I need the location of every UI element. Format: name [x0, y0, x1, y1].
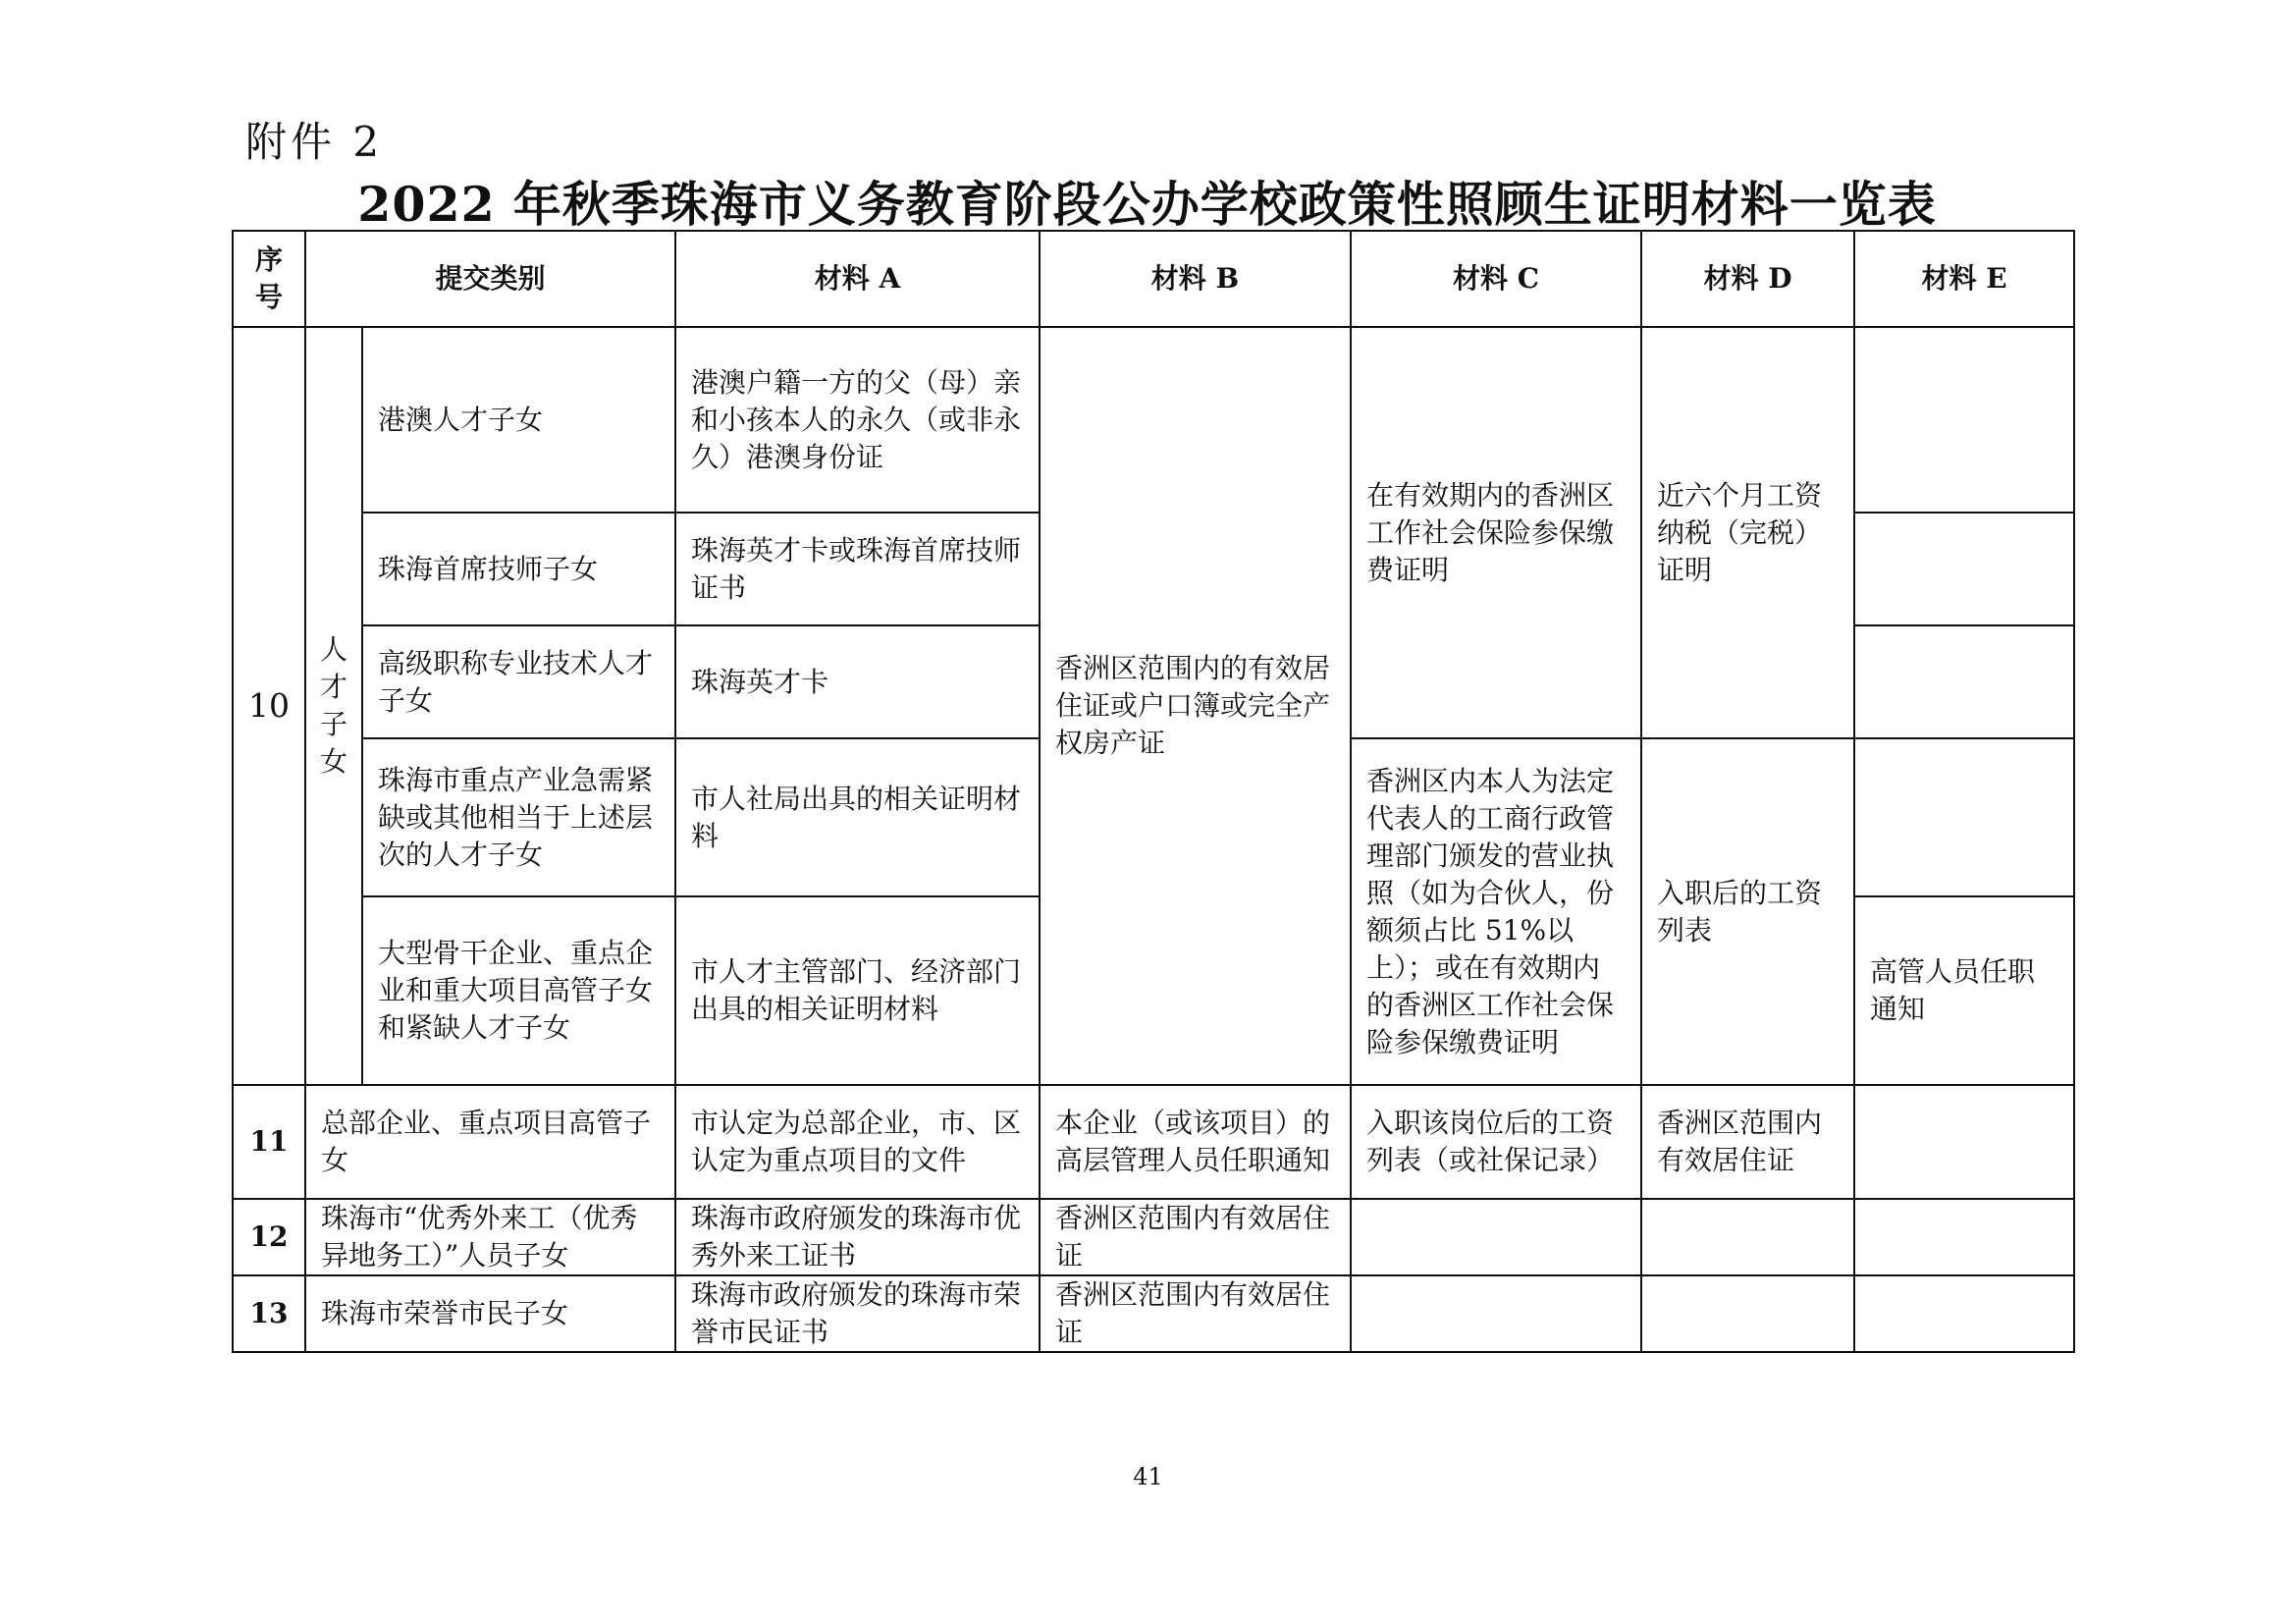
table-row: [233, 1199, 2074, 1275]
material-d-cell: 香洲区范围内有效居住证: [1641, 1085, 1854, 1199]
material-a-cell: 市人社局出具的相关证明材料: [675, 738, 1040, 896]
table-row: [233, 1275, 2074, 1352]
material-c-cell: [1351, 1275, 1641, 1352]
material-e-cell: [1854, 1275, 2074, 1352]
header-row: [233, 231, 2074, 327]
category-cell: 港澳人才子女: [362, 327, 675, 513]
material-c-cell: 入职该岗位后的工资列表（或社保记录）: [1351, 1085, 1641, 1199]
category-cell: 大型骨干企业、重点企业和重大项目高管子女和紧缺人才子女: [362, 896, 675, 1085]
header-material-d: 材料 D: [1641, 231, 1854, 327]
table-row: [233, 1085, 2074, 1199]
material-b-cell: 香洲区范围内有效居住证: [1040, 1275, 1351, 1352]
material-e-cell: [1854, 1085, 2074, 1199]
header-material-a: 材料 A: [675, 231, 1040, 327]
material-e-cell: [1854, 738, 2074, 896]
category-cell: 珠海市“优秀外来工（优秀异地务工）”人员子女: [305, 1199, 675, 1275]
row-number: 11: [233, 1085, 305, 1199]
category-cell: 总部企业、重点项目高管子女: [305, 1085, 675, 1199]
material-d-cell: [1641, 1275, 1854, 1352]
material-a-cell: 市人才主管部门、经济部门出具的相关证明材料: [675, 896, 1040, 1085]
material-b-cell: 本企业（或该项目）的高层管理人员任职通知: [1040, 1085, 1351, 1199]
row-number: 12: [233, 1199, 305, 1275]
material-a-cell: 珠海英才卡或珠海首席技师证书: [675, 513, 1040, 625]
material-e-cell: [1854, 327, 2074, 513]
material-a-cell: 市认定为总部企业，市、区认定为重点项目的文件: [675, 1085, 1040, 1199]
header-material-e: 材料 E: [1854, 231, 2074, 327]
category-cell: 珠海市荣誉市民子女: [305, 1275, 675, 1352]
row-number: 13: [233, 1275, 305, 1352]
materials-table: [232, 230, 2075, 1353]
table-row: [233, 327, 2074, 513]
page-number: 41: [1133, 1463, 1163, 1490]
header-material-c: 材料 C: [1351, 231, 1641, 327]
material-a-cell: 珠海英才卡: [675, 625, 1040, 738]
category-cell: 高级职称专业技术人才子女: [362, 625, 675, 738]
header-material-b: 材料 B: [1040, 231, 1351, 327]
material-a-cell: 港澳户籍一方的父（母）亲和小孩本人的永久（或非永久）港澳身份证: [675, 327, 1040, 513]
material-b-cell: 香洲区范围内有效居住证: [1040, 1199, 1351, 1275]
header-category: 提交类别: [305, 231, 675, 327]
material-d-cell: [1641, 1199, 1854, 1275]
group-label: [305, 327, 362, 1085]
header-seq: [233, 231, 305, 327]
material-b-cell: 香洲区范围内的有效居住证或户口簿或完全产权房产证: [1040, 327, 1351, 1085]
category-cell: 珠海市重点产业急需紧缺或其他相当于上述层次的人才子女: [362, 738, 675, 896]
material-c-cell: [1351, 1199, 1641, 1275]
category-cell: 珠海首席技师子女: [362, 513, 675, 625]
material-a-cell: 珠海市政府颁发的珠海市优秀外来工证书: [675, 1199, 1040, 1275]
header-seq-text: 序号: [254, 244, 283, 313]
material-e-cell: [1854, 513, 2074, 625]
material-d-cell: 入职后的工资列表: [1641, 738, 1854, 1085]
material-e-cell: 高管人员任职通知: [1854, 896, 2074, 1085]
material-e-cell: [1854, 1199, 2074, 1275]
material-e-cell: [1854, 625, 2074, 738]
attachment-label: 附件 2: [245, 118, 384, 166]
material-a-cell: 珠海市政府颁发的珠海市荣誉市民证书: [675, 1275, 1040, 1352]
material-c-cell: 香洲区内本人为法定代表人的工商行政管理部门颁发的营业执照（如为合伙人，份额须占比 51%以上）；或在有效期内的香洲区工作社会保险参保缴费证明: [1351, 738, 1641, 1085]
group-label-text: 人才子女: [319, 633, 347, 778]
material-d-cell: 近六个月工资纳税（完税）证明: [1641, 327, 1854, 738]
row-number: 10: [233, 327, 305, 1085]
document-title: 2022 年秋季珠海市义务教育阶段公办学校政策性照顾生证明材料一览表: [357, 176, 1937, 233]
material-c-cell: 在有效期内的香洲区工作社会保险参保缴费证明: [1351, 327, 1641, 738]
